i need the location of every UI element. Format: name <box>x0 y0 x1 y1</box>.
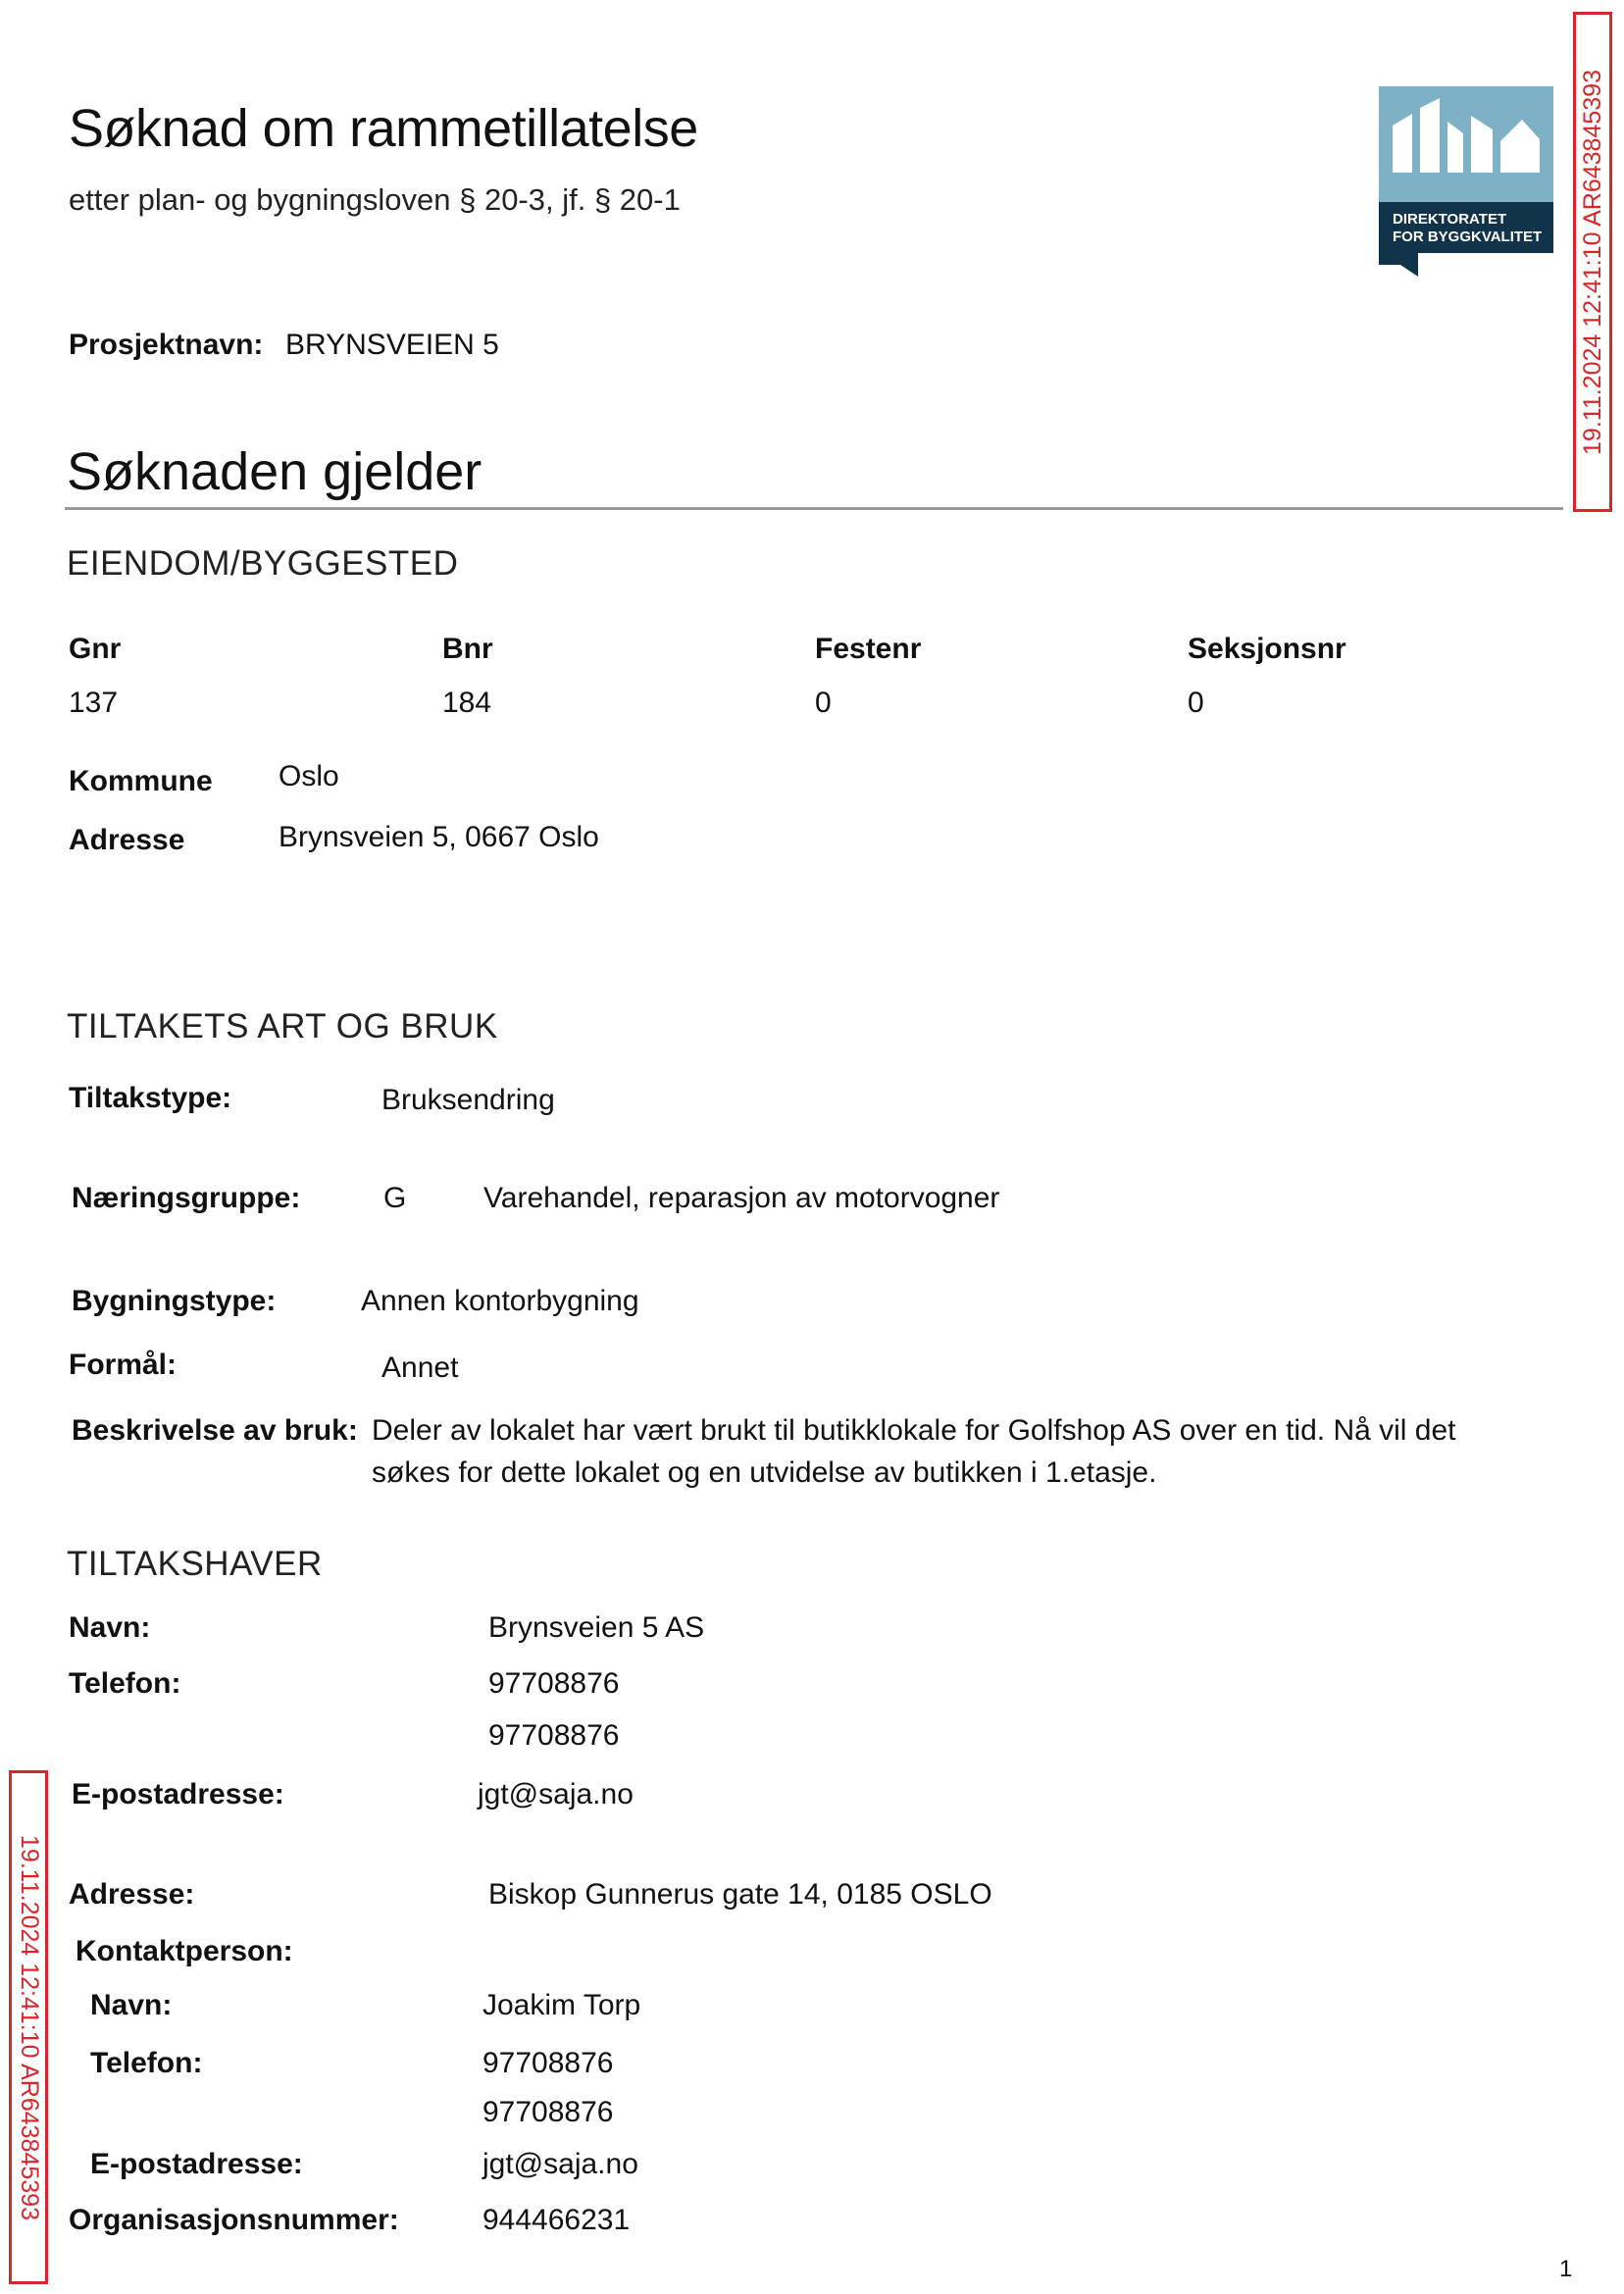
stamp-text-top: 19.11.2024 12:41:10 AR643845393 <box>1578 69 1606 455</box>
formal-value: Annet <box>381 1351 459 1384</box>
formal-label: Formål: <box>69 1349 178 1381</box>
bnr-label: Bnr <box>442 633 493 665</box>
naeringsgruppe-value: Varehandel, reparasjon av motorvogner <box>483 1182 1000 1214</box>
th-navn-label: Navn: <box>69 1611 151 1644</box>
kp-telefon-2: 97708876 <box>482 2096 614 2128</box>
beskrivelse-line-2: søkes for dette lokalet og en utvidelse av butikken i 1.etasje. <box>372 1456 1157 1489</box>
dibk-logo <box>1379 86 1553 277</box>
th-adresse-value: Biskop Gunnerus gate 14, 0185 OSLO <box>488 1878 992 1911</box>
gnr-label: Gnr <box>69 633 122 665</box>
document-subtitle: etter plan- og bygningsloven § 20-3, jf. § 20-1 <box>69 182 681 217</box>
kp-telefon-label: Telefon: <box>90 2047 203 2079</box>
naeringsgruppe-label: Næringsgruppe: <box>72 1182 301 1214</box>
tiltakshaver-heading: TILTAKSHAVER <box>67 1545 323 1583</box>
festenr-value: 0 <box>815 687 832 719</box>
section-title: Søknaden gjelder <box>67 442 482 501</box>
logo-line-1: DIREKTORATET <box>1393 211 1507 228</box>
bygningstype-label: Bygningstype: <box>72 1285 277 1317</box>
kommune-value: Oslo <box>279 760 339 792</box>
kp-telefon-1: 97708876 <box>482 2047 614 2079</box>
th-telefon-1: 97708876 <box>488 1667 620 1700</box>
seksjonsnr-label: Seksjonsnr <box>1188 633 1346 665</box>
property-heading: EIENDOM/BYGGESTED <box>67 544 459 583</box>
kontaktperson-label: Kontaktperson: <box>76 1935 293 1967</box>
document-title: Søknad om rammetillatelse <box>69 99 698 158</box>
th-navn-value: Brynsveien 5 AS <box>488 1611 705 1644</box>
beskrivelse-line-1: Deler av lokalet har vært brukt til butikklokale for Golfshop AS over en tid. Nå vil det <box>372 1414 1456 1447</box>
th-epost-label: E-postadresse: <box>72 1778 284 1810</box>
bygningstype-value: Annen kontorbygning <box>361 1285 639 1317</box>
tiltakstype-label: Tiltakstype: <box>69 1082 232 1114</box>
kp-navn-value: Joakim Torp <box>482 1989 641 2021</box>
bnr-value: 184 <box>442 687 492 719</box>
project-label: Prosjektnavn: <box>69 329 264 361</box>
kp-epost-value: jgt@saja.no <box>482 2148 638 2180</box>
th-telefon-label: Telefon: <box>69 1667 181 1700</box>
naeringsgruppe-code: G <box>383 1182 407 1214</box>
kommune-label: Kommune <box>69 765 213 797</box>
stamp-text-bottom: 19.11.2024 12:41:10 AR643845393 <box>15 1834 43 2220</box>
gnr-value: 137 <box>69 687 119 719</box>
orgnr-label: Organisasjonsnummer: <box>69 2204 399 2236</box>
tiltakstype-value: Bruksendring <box>381 1084 555 1116</box>
th-epost-value: jgt@saja.no <box>478 1778 634 1810</box>
timestamp-stamp-top <box>1573 12 1612 512</box>
kp-navn-label: Navn: <box>90 1989 173 2021</box>
kp-epost-label: E-postadresse: <box>90 2148 303 2180</box>
festenr-label: Festenr <box>815 633 922 665</box>
logo-line-2: FOR BYGGKVALITET <box>1393 229 1543 245</box>
seksjonsnr-value: 0 <box>1188 687 1204 719</box>
adresse-value: Brynsveien 5, 0667 Oslo <box>279 821 599 853</box>
page-number: 1 <box>1559 2256 1573 2282</box>
tiltak-heading: TILTAKETS ART OG BRUK <box>67 1007 498 1045</box>
orgnr-value: 944466231 <box>482 2204 631 2236</box>
adresse-label: Adresse <box>69 824 185 856</box>
th-adresse-label: Adresse: <box>69 1878 195 1911</box>
project-value: BRYNSVEIEN 5 <box>285 329 499 361</box>
beskrivelse-label: Beskrivelse av bruk: <box>72 1414 358 1447</box>
section-rule <box>65 507 1563 510</box>
timestamp-stamp-bottom <box>9 1770 48 2284</box>
th-telefon-2: 97708876 <box>488 1719 620 1752</box>
